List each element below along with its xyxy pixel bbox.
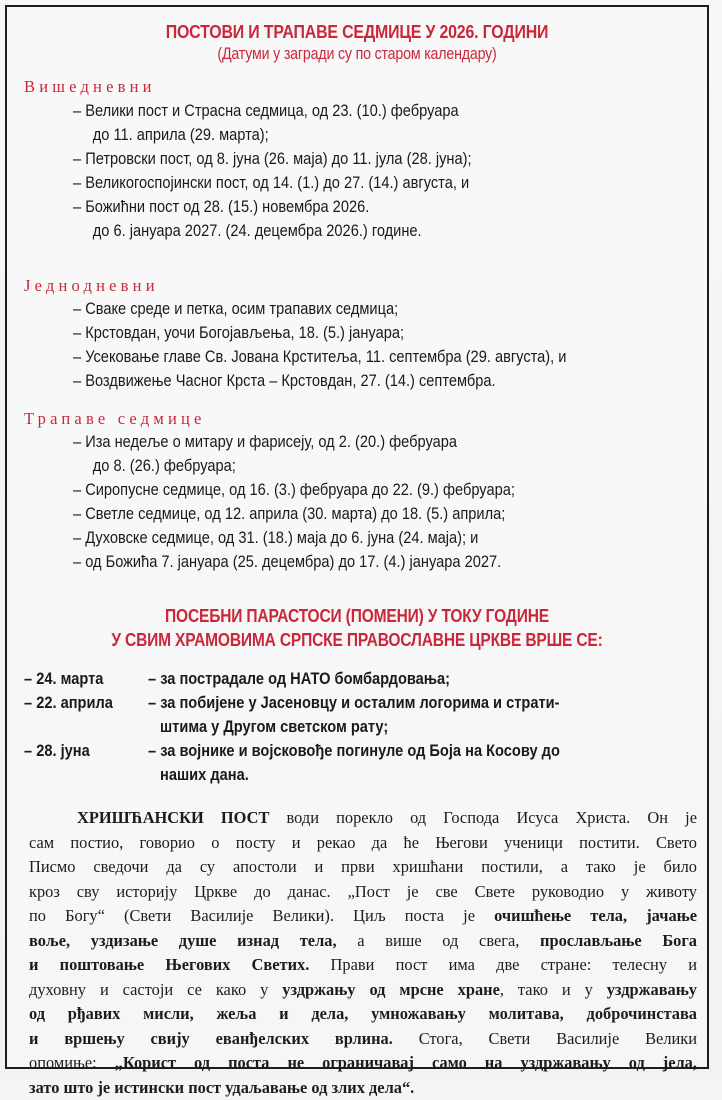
- emphasis-text: ХРИШЋАНСКИ ПОСТ: [77, 808, 269, 827]
- memorial-description-cont: наших дана.: [160, 763, 249, 787]
- paragraph-line: [29, 929, 697, 954]
- emphasis-text: прослављање Бога: [540, 931, 697, 950]
- list-item: [73, 478, 515, 502]
- list-item-text: – Иза недеље о митару и фарисеју, од 2. (20.) фебруара: [73, 432, 457, 451]
- memorial-description: – за војнике и војсковође погинуле од Боја на Косову до: [148, 739, 560, 763]
- list-item-text: – Светле седмице, од 12. априла (30. марта) до 18. (5.) априла;: [73, 504, 505, 523]
- memorials-title-line2: У СВИМ ХРАМОВИМА СРПСКЕ ПРАВОСЛАВНЕ ЦРКВЕ ВРШЕ СЕ:: [63, 629, 651, 651]
- paragraph-line: [29, 904, 697, 929]
- emphasis-text: „Корист од поста не ограничавај само на уздржавању од јела,: [115, 1053, 697, 1072]
- list-item: [73, 321, 566, 345]
- list-item-text: – Петровски пост, од 8. јуна (26. маја) до 11. јула (28. јуна);: [73, 149, 472, 168]
- memorial-description-cont: штима у Другом светском рату;: [160, 715, 388, 739]
- list-item-text: – Божићни пост од 28. (15.) новембра 2026.: [73, 197, 369, 216]
- memorial-date: – 28. јуна: [24, 739, 90, 763]
- section-heading-multi-day: Вишедневни: [24, 77, 156, 97]
- list-item-text: – Усековање главе Св. Јована Крститеља, 11. септембра (29. августа), и: [73, 347, 566, 366]
- list-item-text: – Воздвижење Часног Крста – Крстовдан, 27. (14.) септембра.: [73, 371, 496, 390]
- list-item: [73, 550, 515, 574]
- paragraph-line: [29, 1002, 697, 1027]
- paragraph-line: [29, 1051, 697, 1076]
- list-item-continuation: до 6. јануара 2027. (24. децембра 2026.) године.: [73, 219, 472, 243]
- body-text: води порекло од Господа Исуса Христа. Он је: [269, 808, 697, 827]
- list-item: [73, 147, 472, 171]
- body-text: Писмо сведочи да су апостоли и први хришћани постили, а тако је било: [29, 857, 697, 876]
- list-item: [73, 502, 515, 526]
- list-item-text: – Крстовдан, уочи Богојављења, 18. (5.) јануара;: [73, 323, 404, 342]
- list-item-text: – од Божића 7. јануара (25. децембра) до 17. (4.) јануара 2027.: [73, 552, 501, 571]
- emphasis-text: воље, уздизање душе изнад тела,: [29, 931, 337, 950]
- list-item: [73, 369, 566, 393]
- memorial-description: – за пострадале од НАТО бомбардовања;: [148, 667, 450, 691]
- page-subtitle: (Датуми у загради су по старом календару): [56, 45, 658, 64]
- fast-free-weeks-list: [73, 430, 587, 574]
- list-item-continuation: до 11. априла (29. марта);: [73, 123, 472, 147]
- list-item-text: – Велики пост и Страсна седмица, од 23. (10.) фебруара: [73, 101, 459, 120]
- memorials-title-line1: ПОСЕБНИ ПАРАСТОСИ (ПОМЕНИ) У ТОКУ ГОДИНЕ: [63, 605, 651, 627]
- list-item: [73, 297, 566, 321]
- list-item: [73, 345, 566, 369]
- memorial-date: – 24. марта: [24, 667, 103, 691]
- body-text: по Богу“ (Свети Василије Велики). Циљ поста је: [29, 906, 494, 925]
- memorial-description: – за побијене у Јасеновцу и осталим логорима и страти-: [148, 691, 559, 715]
- list-item-text: – Великогоспојински пост, од 14. (1.) до 27. (14.) августа, и: [73, 173, 469, 192]
- list-item: [73, 195, 472, 243]
- emphasis-text: од рђавих мисли, жеља и дела, умножавању молитава, доброчинстава: [29, 1004, 697, 1023]
- list-item: [73, 526, 515, 550]
- paragraph-line: [29, 855, 697, 880]
- list-item: [73, 99, 472, 147]
- memorial-date: – 22. априла: [24, 691, 113, 715]
- paragraph-line: [29, 880, 697, 905]
- body-text: сам постио, говорио о посту и рекао да ће Његови ученици постити. Свето: [29, 833, 697, 852]
- list-item: [73, 430, 515, 478]
- list-item-text: – Духовске седмице, од 31. (18.) маја до 6. јуна (24. маја); и: [73, 528, 478, 547]
- multi-day-fasts-list: [73, 99, 536, 243]
- body-text: духовну и састоји се како у: [29, 980, 282, 999]
- list-item-text: – Сваке среде и петка, осим трапавих седмица;: [73, 299, 398, 318]
- single-day-fasts-list: [73, 297, 647, 393]
- list-item-continuation: до 8. (26.) фебруара;: [73, 454, 515, 478]
- body-text: Прави пост има две стране: телесну и: [309, 955, 697, 974]
- list-item-text: – Сиропусне седмице, од 16. (3.) фебруара до 22. (9.) фебруара;: [73, 480, 515, 499]
- document-frame: [5, 5, 709, 1069]
- body-text: кроз сву историју Цркве до данас. „Пост је све Свете руководио у животу: [29, 882, 697, 901]
- body-text: Стога, Свети Василије Велики: [393, 1029, 697, 1048]
- emphasis-text: уздржавању: [607, 980, 697, 999]
- emphasis-text: очишћење тела, јачање: [494, 906, 697, 925]
- paragraph-line: [29, 831, 697, 856]
- fasting-paragraph: [29, 806, 697, 1100]
- paragraph-line: [29, 953, 697, 978]
- body-text: а више од свега,: [337, 931, 540, 950]
- body-text: , тако и у: [500, 980, 607, 999]
- emphasis-text: и вршењу свију еванђелских врлина.: [29, 1029, 393, 1048]
- body-text: опомиње:: [29, 1053, 115, 1072]
- list-item: [73, 171, 472, 195]
- page-title: ПОСТОВИ И ТРАПАВЕ СЕДМИЦЕ У 2026. ГОДИНИ: [56, 21, 658, 43]
- emphasis-text: уздржању од мрсне хране: [282, 980, 500, 999]
- emphasis-text: зато што је истински пост удаљавање од злих дела“.: [29, 1078, 414, 1097]
- section-heading-fast-free-weeks: Трапаве седмице: [24, 409, 206, 429]
- paragraph-line: [29, 978, 697, 1003]
- section-heading-single-day: Једнодневни: [24, 276, 159, 296]
- paragraph-line: [29, 806, 697, 831]
- paragraph-line: [29, 1027, 697, 1052]
- paragraph-line: [29, 1076, 697, 1100]
- emphasis-text: и поштовање Његових Светих.: [29, 955, 309, 974]
